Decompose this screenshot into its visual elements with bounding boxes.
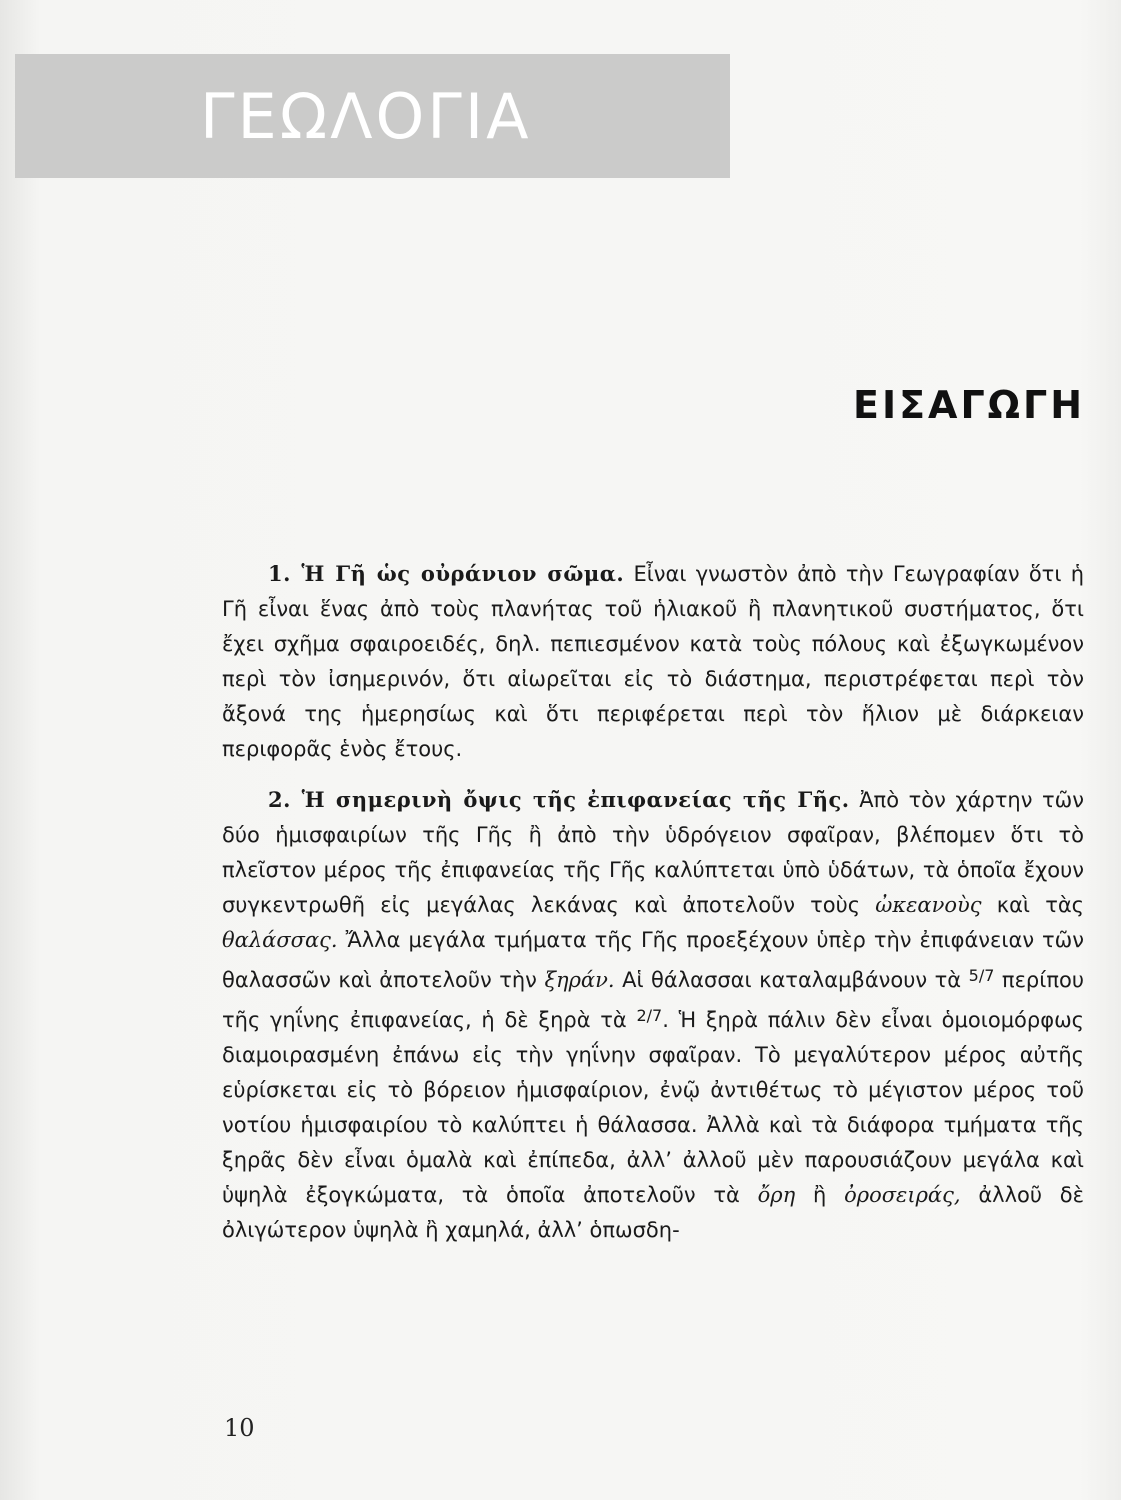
section-2-text-4: Αἱ θάλασσαι καταλαμβάνουν τὰ bbox=[622, 968, 962, 992]
section-title: ΓΕΩΛΟΓΙΑ bbox=[200, 80, 532, 153]
section-2-text-8: ἀλλοῦ δὲ ὀλιγώτερον ὑψηλὰ ἢ χαμηλά, ἀλλ’ ὁπωσδη- bbox=[222, 1183, 1084, 1242]
section-2-text-5: περίπου τῆς γηΐνης ἐπιφανείας, ἡ δὲ ξηρὰ τὰ bbox=[222, 968, 1084, 1032]
section-2-text-7: ἢ bbox=[813, 1183, 827, 1207]
term-mountains: ὄρη bbox=[757, 1183, 796, 1207]
section-2-text-3: Ἄλλα μεγάλα τμήματα τῆς Γῆς προεξέχουν ὑπὲρ τὴν ἐπιφάνειαν τῶν θαλασσῶν καὶ ἀποτελοῦν τὴν bbox=[222, 928, 1084, 992]
term-seas: θαλάσσας. bbox=[222, 928, 338, 952]
paragraph-1 bbox=[222, 556, 1084, 767]
page-number: 10 bbox=[224, 1414, 255, 1442]
chapter-title: ΕΙΣΑΓΩΓΗ bbox=[853, 383, 1085, 427]
term-ranges: ὀροσειράς, bbox=[844, 1183, 961, 1207]
fraction-sea: 5/7 bbox=[968, 966, 995, 985]
section-2-title: 2. Ἡ σημερινὴ ὄψις τῆς ἐπιφανείας τῆς Γῆς. bbox=[268, 787, 850, 812]
section-1-title: 1. Ἡ Γῆ ὡς οὐράνιον σῶμα. bbox=[268, 561, 625, 586]
fraction-land: 2/7 bbox=[636, 1006, 663, 1025]
term-land: ξηράν. bbox=[544, 968, 615, 992]
section-2-text-1: Ἀπὸ τὸν χάρτην τῶν δύο ἡμισφαιρίων τῆς Γῆς ἢ ἀπὸ τὴν ὑδρόγειον σφαῖραν, βλέπομεν ὅτι τὸ πλεῖστον μέρος τῆς ἐπιφανείας τῆς Γῆς καλύπτεται ὑπὸ ὑδάτων, τὰ ὁποῖα ἔχουν συγκεντρωθῆ εἰς μεγάλας λεκάνας καὶ ἀποτελοῦν τοὺς bbox=[222, 788, 1084, 917]
paragraph-2 bbox=[222, 782, 1084, 1248]
section-1-text: Εἶναι γνωστὸν ἀπὸ τὴν Γεωγραφίαν ὅτι ἡ Γῆ εἶναι ἕνας ἀπὸ τοὺς πλανήτας τοῦ ἡλιακοῦ ἢ πλανητικοῦ συστήματος, ὅτι ἔχει σχῆμα σφαιροειδές, δηλ. πεπιεσμένον κατὰ τοὺς πόλους καὶ ἐξωγκωμένον περὶ τὸν ἰσημερινόν, ὅτι αἰωρεῖται εἰς τὸ διάστημα, περιστρέφεται περὶ τὸν ἄξονά της ἡμερησίως καὶ ὅτι περιφέρεται περὶ τὸν ἥλιον μὲ διάρκειαν περιφορᾶς ἑνὸς ἔτους. bbox=[222, 562, 1085, 761]
section-2-text-2: καὶ τὰς bbox=[996, 893, 1084, 917]
term-oceans: ὠκεανοὺς bbox=[875, 893, 982, 917]
section-2-text-6: . Ἡ ξηρὰ πάλιν δὲν εἶναι ὁμοιομόρφως διαμοιρασμένη ἐπάνω εἰς τὴν γηΐνην σφαῖραν. Τὸ μεγαλύτερον μέρος αὐτῆς εὑρίσκεται εἰς τὸ βόρειον ἡμισφαίριον, ἐνῷ ἀντιθέτως τὸ μέγιστον μέρος τοῦ νοτίου ἡμισφαιρίου τὸ καλύπτει ἡ θάλασσα. Ἀλλὰ καὶ τὰ διάφορα τμήματα τῆς ξηρᾶς δὲν εἶναι ὁμαλὰ καὶ ἐπίπεδα, ἀλλ’ ἀλλοῦ μὲν παρουσιάζουν μεγάλα καὶ ὑψηλὰ ἐξογκώματα, τὰ ὁποῖα ἀποτελοῦν τὰ bbox=[222, 1008, 1084, 1207]
body-text bbox=[222, 556, 1084, 1263]
